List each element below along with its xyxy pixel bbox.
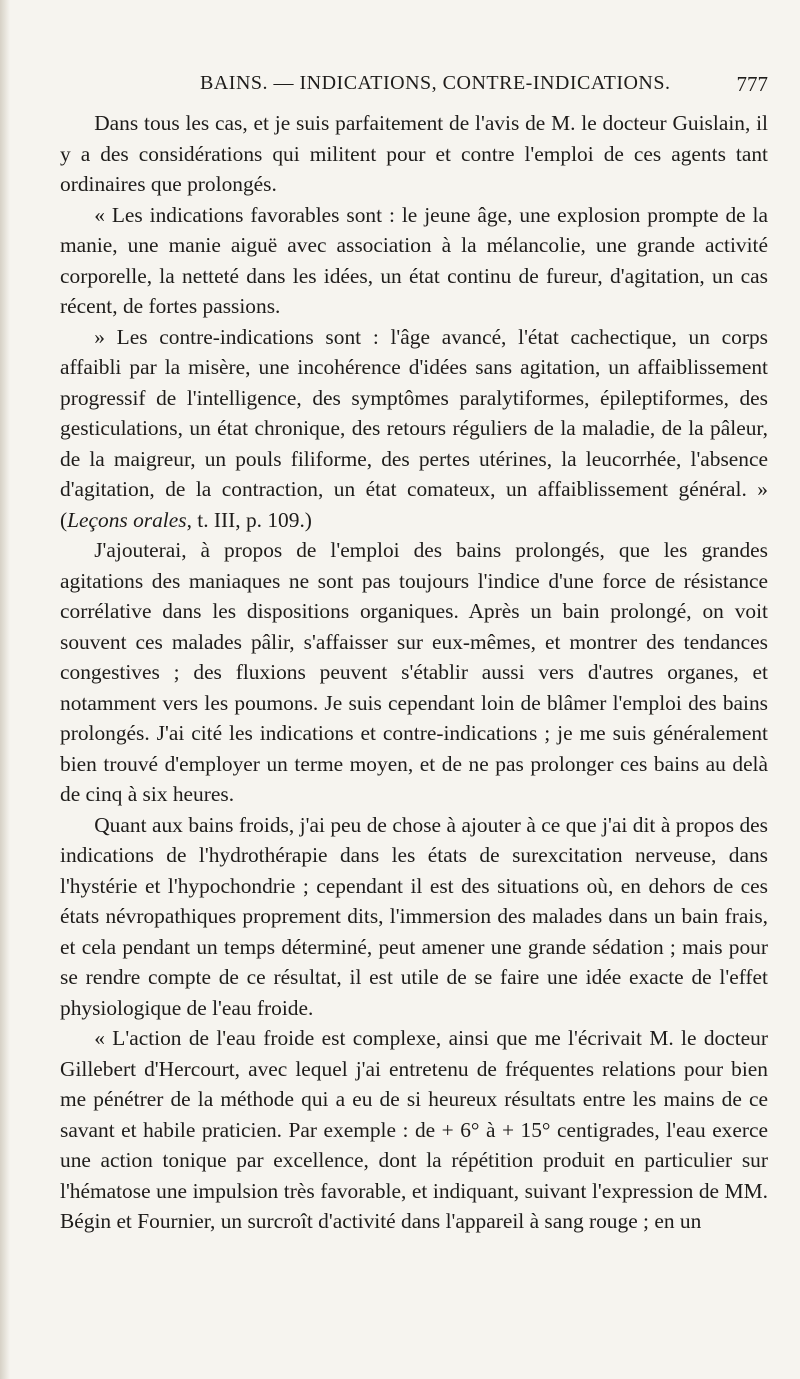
paragraph-4: J'ajouterai, à propos de l'emploi des bains prolongés, que les grandes agitations des maniaques ne sont pas toujours l'indice d'une force de résistance corrélative dans les dispositions organiques. Après un bain prolongé, on voit souvent ces malades pâlir, s'affaisser sur eux-mêmes, et montrer des tendances congestives ; des fluxions peuvent s'établir aussi vers d'autres organes, et notamment vers les poumons. Je suis cependant loin de blâmer l'emploi des bains prolongés. J'ai cité les indications et contre-indications ; je me suis généralement bien trouvé d'employer un terme moyen, et de ne pas prolonger ces bains au delà de cinq à six heures. (60, 538, 768, 806)
running-head: BAINS. — INDICATIONS, CONTRE-INDICATIONS. (200, 72, 671, 94)
page-binding-shadow (0, 0, 10, 1379)
paragraph-1: Dans tous les cas, et je suis parfaitement de l'avis de M. le docteur Guislain, il y a des considérations qui militent pour et contre l'emploi de ces agents tant ordinaires que prolongés. (60, 111, 768, 196)
paragraph-2: « Les indications favorables sont : le jeune âge, une explosion prompte de la manie, une manie aiguë avec association à la mélancolie, une grande activité corporelle, la netteté dans les idées, un état continu de fureur, d'agitation, un cas récent, de fortes passions. (60, 202, 768, 318)
paragraph-5: Quant aux bains froids, j'ai peu de chose à ajouter à ce que j'ai dit à propos des indications de l'hydrothérapie dans les états de surexcitation nerveuse, dans l'hystérie et l'hypochondrie ; cependant il est des situations où, en dehors de ces états névropathiques proprement dits, l'immersion des malades dans un bain frais, et cela pendant un temps déterminé, peut amener une grande sédation ; mais pour se rendre compte de ce résultat, il est utile de se faire une idée exacte de l'effet physiologique de l'eau froide. (60, 812, 768, 1020)
paragraph-6: « L'action de l'eau froide est complexe, ainsi que me l'écrivait M. le docteur Gillebert d'Hercourt, avec lequel j'ai entretenu de fréquentes relations pour bien me pénétrer de la méthode qui a eu de si heureux résultats entre les mains de ce savant et habile praticien. Par exemple : de + 6° à + 15° centigrades, l'eau exerce une action tonique par excellence, dont la répétition produit en particulier sur l'hématose une impulsion très favorable, et indiquant, suivant l'expression de MM. Bégin et Fournier, un surcroît d'activité dans l'appareil à sang rouge ; en un (60, 1026, 768, 1233)
page-header (60, 72, 768, 102)
citation-title: Leçons orales (67, 507, 187, 532)
paragraph-3-text: » Les contre-indications sont : l'âge avancé, l'état cachectique, un corps affaibli par la misère, une incohérence d'idées sans agitation, un affaiblissement progressif de l'intelligence, des symptômes paralytiformes, épileptiformes, des gesticulations, un état chronique, des retours réguliers de la maladie, de la pâleur, de la maigreur, un pouls filiforme, des pertes utérines, la leucorrhée, l'absence d'agitation, de la contraction, un état comateux, un affaiblissement général. » ( (60, 324, 768, 532)
paragraph-3 (60, 322, 768, 536)
page-number: 777 (736, 72, 768, 96)
body-text (60, 108, 768, 1237)
citation-reference: , t. III, p. 109.) (186, 507, 312, 532)
